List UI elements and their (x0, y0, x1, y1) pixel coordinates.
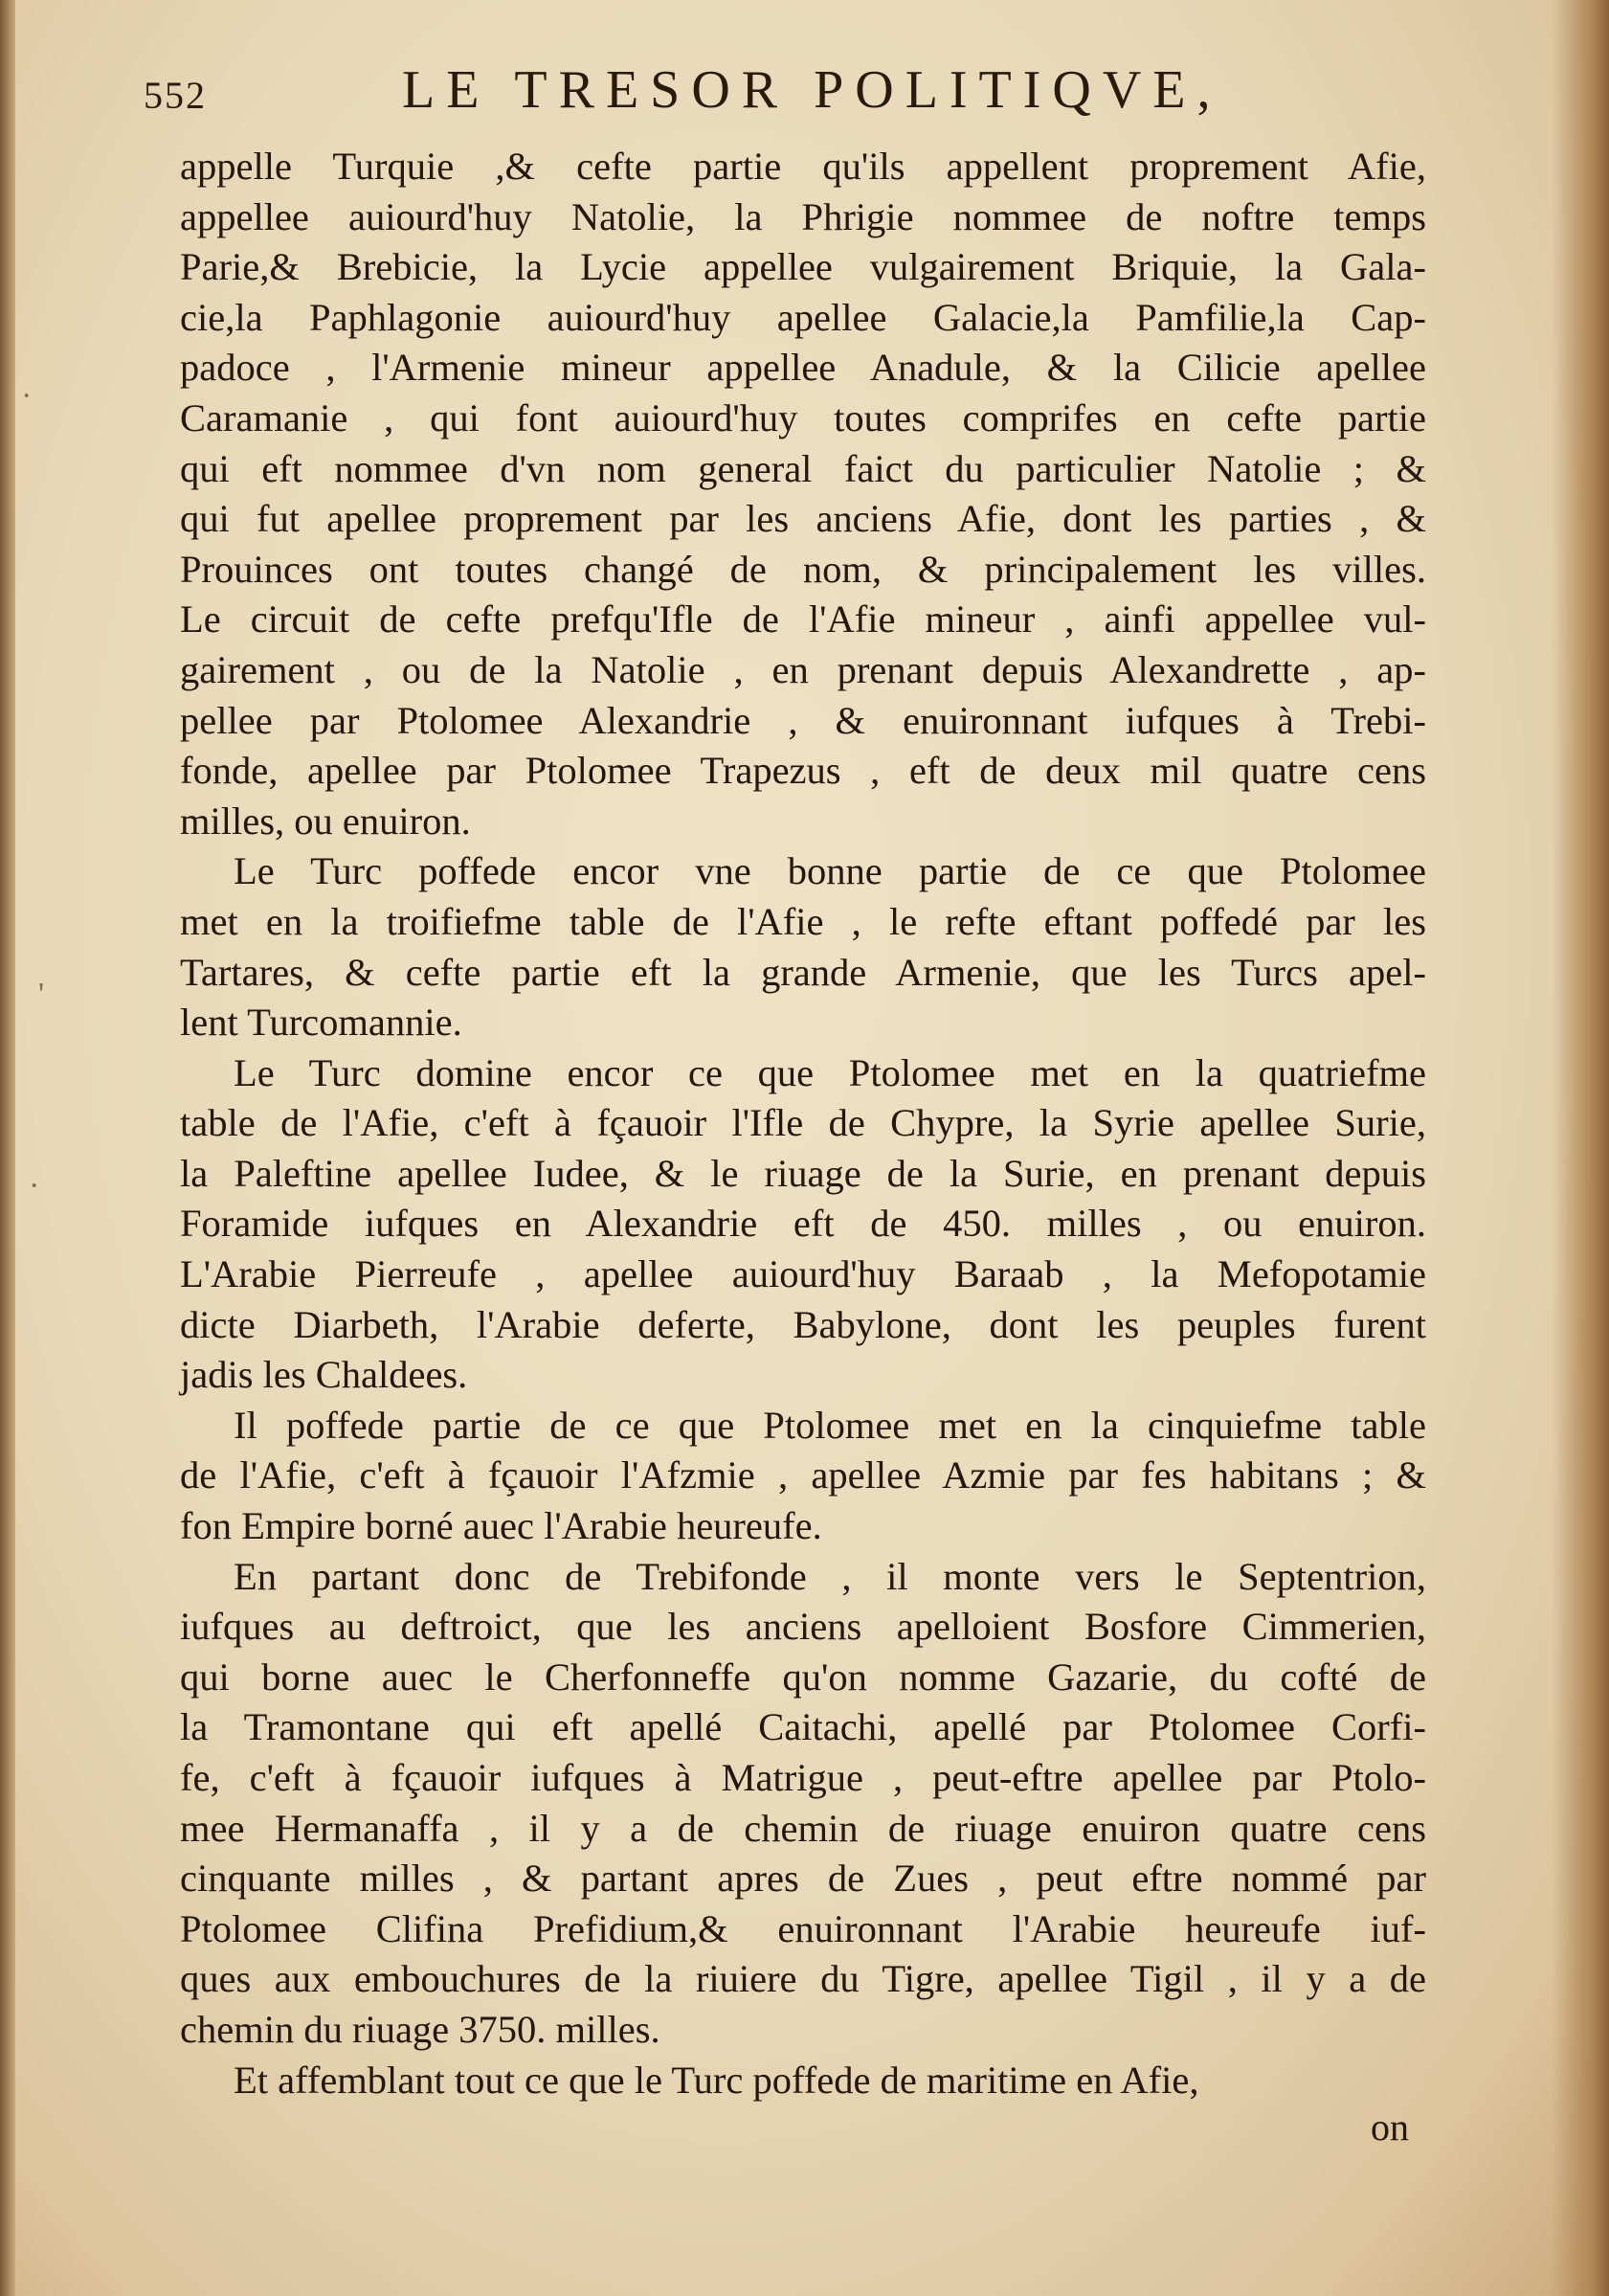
text-line: fe, c'eft à fçauoir iufques à Matrigue , peut-eftre apellee par Ptolo- (180, 1756, 1426, 1799)
text-line: appelle Turquie ,& cefte partie qu'ils appellent proprement Afie, (180, 145, 1426, 188)
text-line: ques aux embouchures de la riuiere du Tigre, apellee Tigil , il y a de (180, 1957, 1426, 2001)
text-line: qui borne auec le Cherfonneffe qu'on nomme Gazarie, du cofté de (180, 1654, 1426, 1699)
text-line: Le circuit de cefte prefqu'Ifle de l'Afie mineur , ainfi appellee vul- (180, 597, 1426, 642)
page-left-edge (0, 0, 15, 2296)
page-right-edge (1552, 0, 1609, 2296)
text-line: Prouinces ont toutes changé de nom, & principalement les villes. (180, 547, 1426, 591)
margin-speck: ' (38, 977, 45, 1012)
text-line: cie,la Paphlagonie auiourd'huy apellee Galacie,la Pamfilie,la Cap- (180, 295, 1426, 339)
text-body (180, 142, 1426, 2105)
text-line: la Tramontane qui eft apellé Caitachi, apellé par Ptolomee Corfi- (180, 1705, 1426, 1749)
text-line: jadis les Chaldees. (180, 1353, 468, 1397)
text-line: met en la troifiefme table de l'Afie , le refte eftant poffedé par les (180, 899, 1426, 943)
text-line: dicte Diarbeth, l'Arabie deferte, Babylone, dont les peuples furent (180, 1302, 1426, 1346)
text-line: table de l'Afie, c'eft à fçauoir l'Ifle de Chypre, la Syrie apellee Surie, (180, 1101, 1426, 1145)
text-line: gairement , ou de la Natolie , en prenant depuis Alexandrette , ap- (180, 647, 1426, 691)
text-line: mee Hermanaffa , il y a de chemin de riuage enuiron quatre cens (180, 1806, 1426, 1850)
paragraph (180, 2056, 1426, 2106)
text-line: pellee par Ptolomee Alexandrie , & enuironnant iufques à Trebi- (180, 698, 1426, 742)
text-line: lent Turcomannie. (180, 1001, 462, 1045)
text-line: appellee auiourd'huy Natolie, la Phrigie nommee de noftre temps (180, 194, 1426, 238)
text-line: L'Arabie Pierreufe , apellee auiourd'huy Baraab , la Mefopotamie (180, 1252, 1426, 1296)
catchword: on (1371, 2105, 1409, 2149)
text-line: En partant donc de Trebifonde , il monte vers le Septentrion, (234, 1554, 1426, 1598)
page-number: 552 (144, 74, 207, 117)
text-line: Foramide iufques en Alexandrie eft de 450. milles , ou enuiron. (180, 1202, 1426, 1246)
text-line: fon Empire borné auec l'Arabie heureufe. (180, 1504, 822, 1548)
text-line: de l'Afie, c'eft à fçauoir l'Afzmie , apellee Azmie par fes habitans ; & (180, 1453, 1426, 1497)
text-line: milles, ou enuiron. (180, 799, 471, 843)
text-line: Tartares, & cefte partie eft la grande Armenie, que les Turcs apel- (180, 950, 1426, 994)
text-line: Parie,& Brebicie, la Lycie appellee vulgairement Briquie, la Gala- (180, 245, 1426, 289)
text-line: la Paleftine apellee Iudee, & le riuage de la Surie, en prenant depuis (180, 1151, 1426, 1195)
text-line: qui fut apellee proprement par les anciens Afie, dont les parties , & (180, 497, 1426, 541)
text-line: Le Turc poffede encor vne bonne partie de ce que Ptolomee (234, 849, 1426, 893)
text-line: Ptolomee Clifina Prefidium,& enuironnant l'Arabie heureufe iuf- (180, 1906, 1426, 1950)
text-line: padoce , l'Armenie mineur appellee Anadule, & la Cilicie apellee (180, 346, 1426, 390)
paragraph (180, 142, 1426, 846)
margin-speck: · (21, 378, 33, 414)
text-line: Caramanie , qui font auiourd'huy toutes comprifes en cefte partie (180, 395, 1426, 439)
text-line: iufques au deftroict, que les anciens apelloient Bosfore Cimmerien, (180, 1605, 1426, 1649)
text-line: fonde, apellee par Ptolomee Trapezus , eft de deux mil quatre cens (180, 749, 1426, 793)
text-line: Et affemblant tout ce que le Turc poffede de maritime en Afie, (234, 2058, 1199, 2102)
running-title: LE TRESOR POLITIQVE, (402, 60, 1222, 120)
paragraph (180, 1048, 1426, 1401)
text-line: Le Turc domine encor ce que Ptolomee met en la quatriefme (234, 1050, 1426, 1094)
margin-speck: · (29, 1168, 40, 1204)
text-line: cinquante milles , & partant apres de Zues , peut eftre nommé par (180, 1857, 1426, 1901)
paragraph (180, 846, 1426, 1047)
paragraph (180, 1401, 1426, 1552)
paragraph (180, 1552, 1426, 2056)
text-line: chemin du riuage 3750. milles. (180, 2007, 660, 2051)
page-header (144, 59, 1417, 136)
text-line: qui eft nommee d'vn nom general faict du particulier Natolie ; & (180, 446, 1426, 490)
text-line: Il poffede partie de ce que Ptolomee met en la cinquiefme table (234, 1403, 1426, 1447)
